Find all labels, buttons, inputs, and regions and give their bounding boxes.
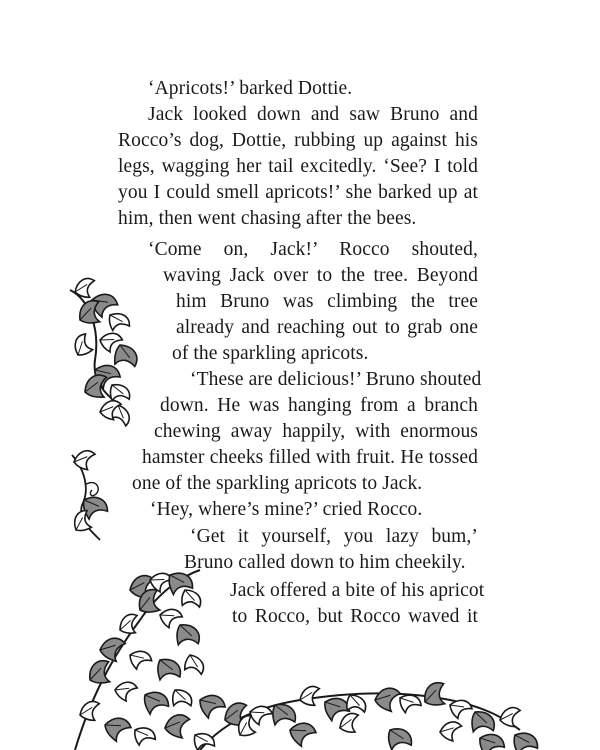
text-line: of the sparkling apricots. <box>172 343 369 364</box>
text-line: him Bruno was climbing the tree <box>176 291 478 312</box>
text-line: hamster cheeks filled with fruit. He tossed <box>142 447 478 468</box>
text-line: waving Jack over to the tree. Beyond <box>163 265 478 286</box>
text-line: to Rocco, but Rocco waved it <box>232 606 478 627</box>
text-line: legs, wagging her tail excitedly. ‘See? I told <box>118 156 478 177</box>
text-line: one of the sparkling apricots to Jack. <box>132 473 423 494</box>
text-line: already and reaching out to grab one <box>176 317 478 338</box>
middle-vine <box>69 449 111 540</box>
text-line: ‘These are delicious!’ Bruno shouted <box>190 369 482 390</box>
text-line: ‘Come on, Jack!’ Rocco shouted, <box>148 239 478 260</box>
upper-vine <box>70 276 141 428</box>
text-line: Jack looked down and saw Bruno and <box>148 104 478 125</box>
text-line: down. He was hanging from a branch <box>160 395 478 416</box>
text-line: chewing away happily, with enormous <box>154 421 478 442</box>
text-line: Rocco’s dog, Dottie, rubbing up against his <box>118 130 478 151</box>
text-line: you I could smell apricots!’ she barked up at <box>118 182 478 203</box>
text-line: ‘Apricots!’ barked Dottie. <box>148 78 353 99</box>
text-line: him, then went chasing after the bees. <box>118 208 417 229</box>
text-line: ‘Hey, where’s mine?’ cried Rocco. <box>150 499 423 520</box>
text-line: Jack offered a bite of his apricot <box>230 580 485 601</box>
text-line: ‘Get it yourself, you lazy bum,’ <box>190 526 478 547</box>
text-line: Bruno called down to him cheekily. <box>184 552 466 573</box>
